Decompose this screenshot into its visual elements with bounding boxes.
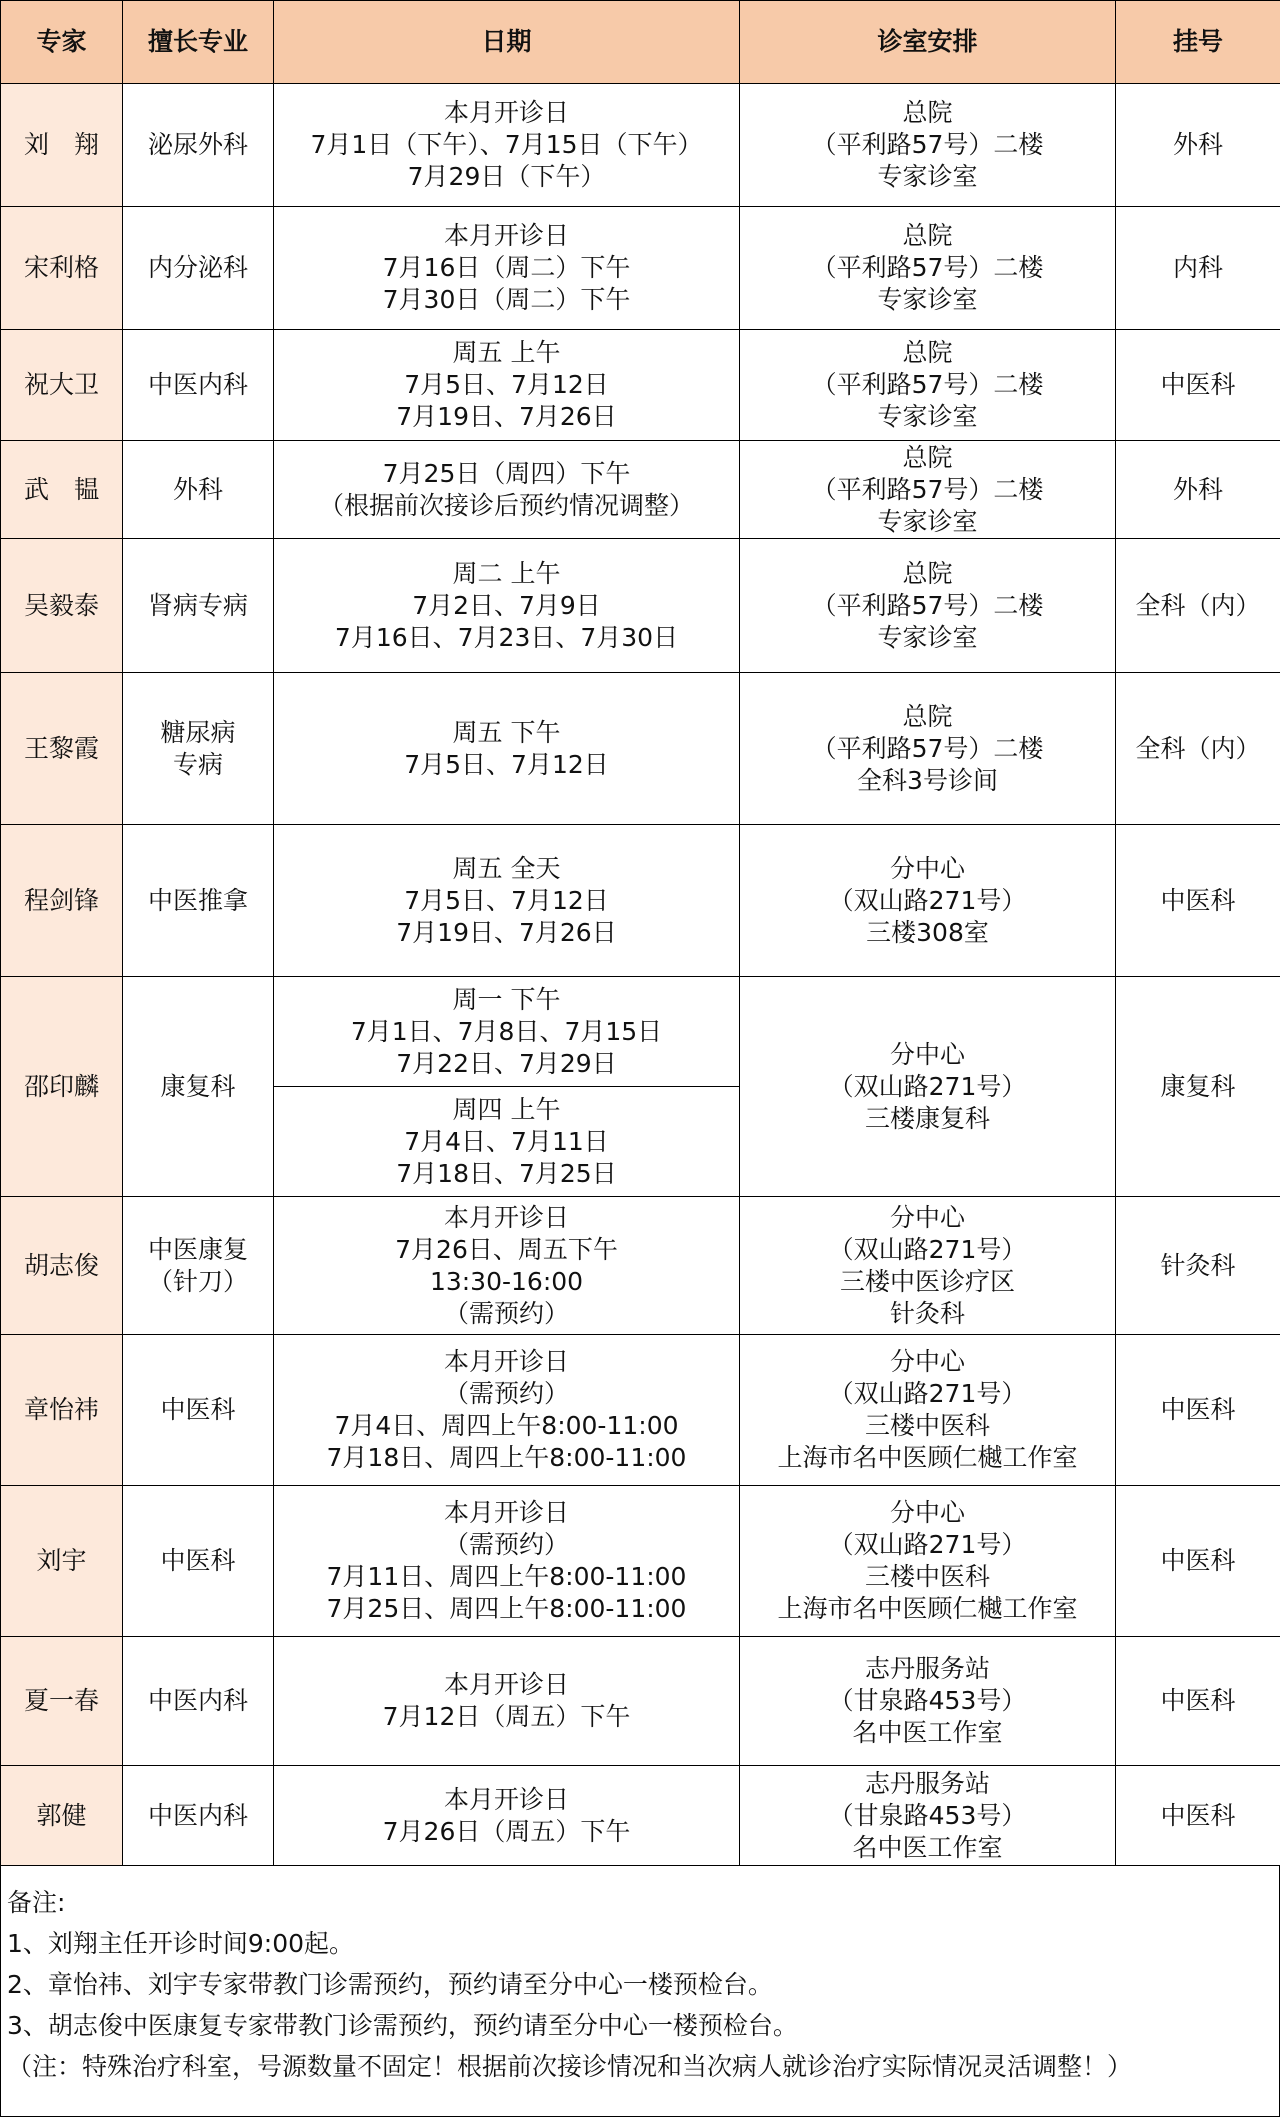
room-cell xyxy=(740,1486,1116,1637)
specialty-cell xyxy=(123,825,274,977)
table-row xyxy=(1,1335,1280,1486)
expert-name: 郭健 xyxy=(1,1766,123,1866)
room-cell-line: 三楼中医科 xyxy=(864,1411,990,1440)
date-cell xyxy=(274,1486,740,1637)
date-cell xyxy=(274,1335,740,1486)
date-cell-line: 13:30-16:00 xyxy=(429,1266,584,1296)
room-cell-line: （双山路271号） xyxy=(828,1234,1027,1264)
room-cell-line: 总院 xyxy=(902,221,953,250)
specialty-cell-line: 中医科 xyxy=(160,1395,236,1424)
date-cell-line: 7月16日（周二）下午 xyxy=(382,253,631,282)
table-row xyxy=(1,825,1280,977)
date-cell-line: 本月开诊日 xyxy=(443,221,569,250)
expert-name: 胡志俊 xyxy=(1,1197,123,1335)
room-cell-line: 专家诊室 xyxy=(877,162,978,191)
date-cell xyxy=(274,441,740,539)
date-cell-line: 7月18日、7月25日 xyxy=(396,1158,617,1188)
room-cell xyxy=(740,539,1116,673)
date-cell xyxy=(274,1087,740,1197)
table-row xyxy=(1,441,1280,539)
date-cell-line: 7月5日、7月12日 xyxy=(404,370,609,399)
expert-name: 邵印麟 xyxy=(1,977,123,1197)
date-cell-line: 7月11日、周四上午8:00-11:00 xyxy=(326,1562,687,1591)
registration-cell: 外科 xyxy=(1116,84,1280,207)
date-cell-line: 7月5日、7月12日 xyxy=(404,885,609,915)
room-cell-line: 总院 xyxy=(902,442,953,472)
specialty-cell xyxy=(123,977,274,1197)
expert-name: 武 韫 xyxy=(1,441,123,539)
room-cell-line: 专家诊室 xyxy=(877,285,978,314)
date-cell-line: 7月25日、周四上午8:00-11:00 xyxy=(326,1594,687,1623)
specialty-cell-line: 内分泌科 xyxy=(147,253,248,282)
room-cell-line: 上海市名中医顾仁樾工作室 xyxy=(777,1443,1078,1472)
room-cell-line: 名中医工作室 xyxy=(852,1832,1003,1862)
expert-name: 刘 翔 xyxy=(1,84,123,207)
table-row xyxy=(1,977,1280,1087)
date-cell-line: 7月4日、7月11日 xyxy=(404,1126,609,1156)
date-cell-line: 7月16日、7月23日、7月30日 xyxy=(334,622,679,652)
expert-name: 吴毅泰 xyxy=(1,539,123,673)
registration-cell: 全科（内） xyxy=(1116,539,1280,673)
specialty-cell-line: 中医内科 xyxy=(147,1686,248,1715)
room-cell-line: （双山路271号） xyxy=(828,1379,1027,1408)
room-cell-line: 专家诊室 xyxy=(877,506,978,536)
date-cell xyxy=(274,539,740,673)
table-row xyxy=(1,1637,1280,1766)
specialty-cell-line: （针刀） xyxy=(147,1266,248,1296)
specialty-cell-line: 中医内科 xyxy=(147,1800,248,1830)
room-cell-line: 志丹服务站 xyxy=(864,1654,990,1683)
date-cell-line: 7月1日、7月8日、7月15日 xyxy=(350,1016,663,1046)
room-cell-line: 分中心 xyxy=(889,1498,965,1527)
room-cell-line: （平利路57号）二楼 xyxy=(811,590,1044,620)
room-cell-line: （平利路57号）二楼 xyxy=(811,474,1044,504)
room-cell-line: （平利路57号）二楼 xyxy=(811,253,1044,282)
room-cell-line: 总院 xyxy=(902,701,953,731)
room-cell-line: （双山路271号） xyxy=(828,1071,1027,1101)
expert-name: 王黎霞 xyxy=(1,673,123,825)
room-cell-line: 专家诊室 xyxy=(877,402,978,431)
table-row xyxy=(1,1766,1280,1866)
note-line: 2、章怡祎、刘宇专家带教门诊需预约，预约请至分中心一楼预检台。 xyxy=(7,1970,773,1999)
header-expert: 专家 xyxy=(1,1,123,84)
expert-name: 章怡祎 xyxy=(1,1335,123,1486)
room-cell xyxy=(740,673,1116,825)
date-cell xyxy=(274,330,740,441)
room-cell-line: （平利路57号）二楼 xyxy=(811,370,1044,399)
date-cell-line: 周四 上午 xyxy=(452,1094,561,1124)
specialty-cell-line: 中医内科 xyxy=(147,370,248,399)
notes-title: 备注: xyxy=(7,1888,66,1917)
table-row xyxy=(1,1486,1280,1637)
table-row xyxy=(1,673,1280,825)
header-room: 诊室安排 xyxy=(740,1,1116,84)
header-row xyxy=(1,1,1280,84)
specialty-cell xyxy=(123,1197,274,1335)
date-cell-line: 周五 全天 xyxy=(452,853,561,883)
specialty-cell xyxy=(123,1486,274,1637)
specialty-cell-line: 糖尿病 xyxy=(160,717,236,747)
registration-cell: 中医科 xyxy=(1116,1335,1280,1486)
date-cell-line: 7月19日、7月26日 xyxy=(396,917,617,947)
date-cell-line: 7月26日（周五）下午 xyxy=(382,1816,631,1846)
expert-name: 程剑锋 xyxy=(1,825,123,977)
room-cell-line: （平利路57号）二楼 xyxy=(811,733,1044,763)
registration-cell: 针灸科 xyxy=(1116,1197,1280,1335)
date-cell xyxy=(274,825,740,977)
room-cell xyxy=(740,207,1116,330)
date-cell-line: （需预约） xyxy=(443,1530,569,1559)
header-date: 日期 xyxy=(274,1,740,84)
room-cell-line: 分中心 xyxy=(889,1039,965,1069)
room-cell xyxy=(740,1766,1116,1866)
date-cell-line: 周一 下午 xyxy=(452,984,561,1014)
specialty-cell-line: 外科 xyxy=(172,474,223,504)
table-row xyxy=(1,1197,1280,1335)
date-cell-line: 7月19日、7月26日 xyxy=(396,402,617,431)
table-row xyxy=(1,84,1280,207)
note-line: 1、刘翔主任开诊时间9:00起。 xyxy=(7,1929,355,1958)
specialty-cell-line: 泌尿外科 xyxy=(147,130,248,159)
specialty-cell-line: 中医康复 xyxy=(147,1234,248,1264)
table-row xyxy=(1,539,1280,673)
date-cell-line: 7月18日、周四上午8:00-11:00 xyxy=(326,1443,687,1472)
specialty-cell xyxy=(123,539,274,673)
date-cell-line: 本月开诊日 xyxy=(443,1498,569,1527)
registration-cell: 中医科 xyxy=(1116,1486,1280,1637)
registration-cell: 外科 xyxy=(1116,441,1280,539)
room-cell-line: 三楼中医科 xyxy=(864,1562,990,1591)
date-cell-line: 7月30日（周二）下午 xyxy=(382,285,631,314)
room-cell-line: 三楼中医诊疗区 xyxy=(839,1266,1015,1296)
registration-cell: 中医科 xyxy=(1116,1766,1280,1866)
room-cell-line: （平利路57号）二楼 xyxy=(811,130,1044,159)
expert-name: 刘宇 xyxy=(1,1486,123,1637)
date-cell-line: 7月5日、7月12日 xyxy=(404,749,609,779)
room-cell xyxy=(740,1335,1116,1486)
expert-name: 祝大卫 xyxy=(1,330,123,441)
date-cell-line: （根据前次接诊后预约情况调整） xyxy=(318,490,694,520)
specialty-cell-line: 中医科 xyxy=(160,1546,236,1575)
date-cell-line: 本月开诊日 xyxy=(443,1784,569,1814)
room-cell-line: 全科3号诊间 xyxy=(857,765,998,795)
note-line: （注：特殊治疗科室，号源数量不固定！根据前次接诊情况和当次病人就诊治疗实际情况灵活调整！） xyxy=(7,2052,1133,2081)
specialty-cell-line: 康复科 xyxy=(160,1071,236,1101)
registration-cell: 康复科 xyxy=(1116,977,1280,1197)
room-cell xyxy=(740,977,1116,1197)
date-cell-line: 周五 上午 xyxy=(452,338,561,367)
room-cell-line: 总院 xyxy=(902,558,953,588)
expert-name: 宋利格 xyxy=(1,207,123,330)
room-cell-line: （双山路271号） xyxy=(828,1530,1027,1559)
date-cell-line: 7月4日、周四上午8:00-11:00 xyxy=(334,1411,679,1440)
room-cell-line: （甘泉路453号） xyxy=(828,1686,1027,1715)
date-cell-line: 7月26日、周五下午 xyxy=(395,1234,618,1264)
date-cell xyxy=(274,673,740,825)
room-cell xyxy=(740,825,1116,977)
room-cell-line: 上海市名中医顾仁樾工作室 xyxy=(777,1594,1078,1623)
expert-name: 夏一春 xyxy=(1,1637,123,1766)
registration-cell: 中医科 xyxy=(1116,330,1280,441)
date-cell-line: 7月2日、7月9日 xyxy=(412,590,601,620)
header-registration: 挂号 xyxy=(1116,1,1280,84)
date-cell xyxy=(274,1766,740,1866)
specialty-cell-line: 中医推拿 xyxy=(147,885,248,915)
date-cell-line: 本月开诊日 xyxy=(443,98,569,127)
registration-cell: 中医科 xyxy=(1116,1637,1280,1766)
date-cell xyxy=(274,84,740,207)
room-cell-line: 针灸科 xyxy=(889,1298,965,1328)
date-cell xyxy=(274,1637,740,1766)
specialty-cell xyxy=(123,441,274,539)
specialty-cell xyxy=(123,673,274,825)
date-cell-line: 7月12日（周五）下午 xyxy=(382,1702,631,1731)
table-row xyxy=(1,207,1280,330)
room-cell-line: 专家诊室 xyxy=(877,622,978,652)
room-cell-line: 志丹服务站 xyxy=(864,1768,990,1798)
room-cell-line: 总院 xyxy=(902,98,953,127)
specialty-cell xyxy=(123,1637,274,1766)
specialty-cell xyxy=(123,1766,274,1866)
table-row xyxy=(1,330,1280,441)
date-cell-line: 周二 上午 xyxy=(452,558,561,588)
room-cell xyxy=(740,330,1116,441)
room-cell-line: 分中心 xyxy=(889,1347,965,1376)
room-cell-line: 总院 xyxy=(902,338,953,367)
note-line: 3、胡志俊中医康复专家带教门诊需预约，预约请至分中心一楼预检台。 xyxy=(7,2011,798,2040)
specialty-cell xyxy=(123,330,274,441)
registration-cell: 全科（内） xyxy=(1116,673,1280,825)
date-cell-line: 7月29日（下午） xyxy=(407,162,606,191)
date-cell-line: 7月25日（周四）下午 xyxy=(382,458,631,488)
specialty-cell xyxy=(123,1335,274,1486)
date-cell-line: 本月开诊日 xyxy=(443,1670,569,1699)
room-cell-line: 名中医工作室 xyxy=(852,1718,1003,1747)
registration-cell: 中医科 xyxy=(1116,825,1280,977)
specialty-cell xyxy=(123,207,274,330)
date-cell-line: 7月1日（下午）、7月15日（下午） xyxy=(310,130,703,159)
date-cell-line: （需预约） xyxy=(443,1379,569,1408)
date-cell-line: 周五 下午 xyxy=(452,717,561,747)
date-cell-line: （需预约） xyxy=(443,1298,569,1328)
room-cell xyxy=(740,441,1116,539)
date-cell-line: 本月开诊日 xyxy=(443,1347,569,1376)
date-cell-line: 7月22日、7月29日 xyxy=(396,1048,617,1078)
room-cell-line: 三楼308室 xyxy=(866,917,989,947)
date-cell xyxy=(274,977,740,1087)
table-body xyxy=(1,84,1280,1866)
registration-cell: 内科 xyxy=(1116,207,1280,330)
specialty-cell-line: 肾病专病 xyxy=(147,590,248,620)
specialty-cell-line: 专病 xyxy=(172,749,223,779)
notes-section xyxy=(0,1866,1280,2117)
room-cell xyxy=(740,1637,1116,1766)
specialty-cell xyxy=(123,84,274,207)
room-cell-line: （甘泉路453号） xyxy=(828,1800,1027,1830)
room-cell xyxy=(740,1197,1116,1335)
room-cell xyxy=(740,84,1116,207)
room-cell-line: 分中心 xyxy=(889,1202,965,1232)
date-cell-line: 本月开诊日 xyxy=(443,1202,569,1232)
date-cell xyxy=(274,207,740,330)
room-cell-line: 三楼康复科 xyxy=(864,1103,990,1133)
date-cell xyxy=(274,1197,740,1335)
header-specialty: 擅长专业 xyxy=(123,1,274,84)
room-cell-line: （双山路271号） xyxy=(828,885,1027,915)
room-cell-line: 分中心 xyxy=(889,853,965,883)
